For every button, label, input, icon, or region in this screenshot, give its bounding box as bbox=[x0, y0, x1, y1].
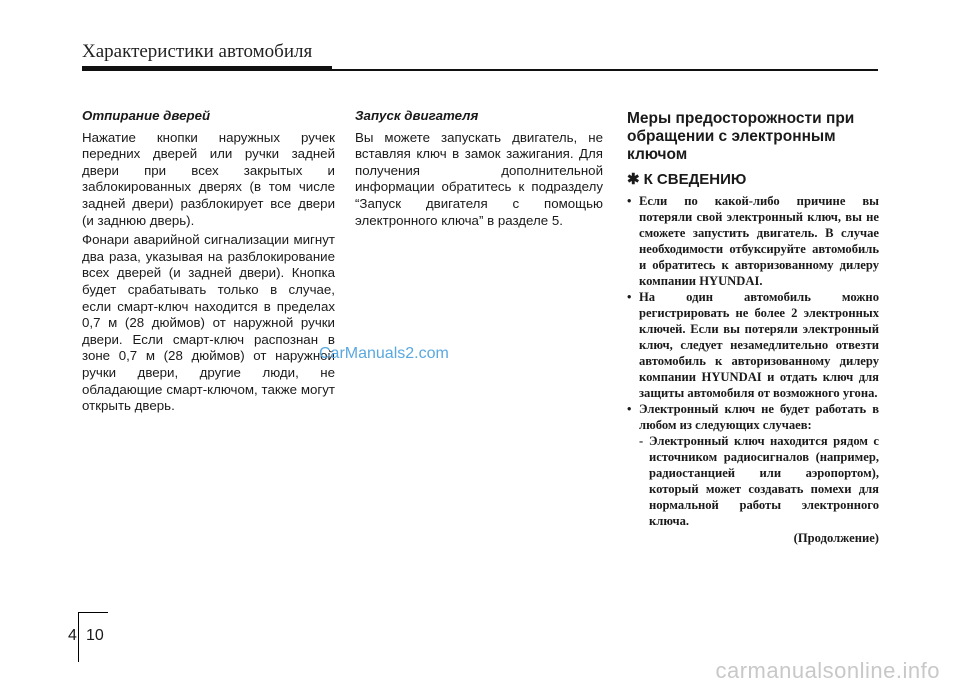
page-number: 10 bbox=[86, 627, 104, 644]
bullet-icon: • bbox=[627, 289, 632, 304]
dash-icon: - bbox=[639, 433, 644, 448]
bullet-icon: • bbox=[627, 193, 632, 208]
continued-note: (Продолжение) bbox=[793, 530, 879, 545]
notice-title: К СВЕДЕНИЮ bbox=[643, 171, 747, 188]
star-icon: ✱ bbox=[627, 171, 640, 188]
sub-list-item: - Электронный ключ находится рядом с источником радиосигналов (например, радиостанцией или аэропортом), который может создавать помехи для нормальной работы электронного ключа. bbox=[639, 433, 879, 528]
site-watermark: carmanualsonline.info bbox=[715, 658, 940, 683]
footer-rule-horizontal bbox=[78, 612, 108, 613]
notice-list bbox=[627, 193, 879, 529]
notice-heading bbox=[627, 172, 879, 189]
paragraph: Вы можете запускать двигатель, не вставляя ключ в замок зажигания. Для получения дополнительной информации обратитесь к подразделу “Запуск двигателя с помощью электронного ключа” в разделе 5. bbox=[355, 129, 603, 228]
list-item: • Электронный ключ не будет работать в любом из следующих случаев: - Электронный ключ находится рядом с источником радиосигналов (например, радиостанцией или аэропортом), который может создавать помехи для нормальной работы электронного ключа. bbox=[627, 401, 879, 528]
paragraph: Нажатие кнопки наружных ручек передних дверей или ручки задней двери при всех закрытых и заблокированных дверях (в том числе задней двери) разблокирует все двери (и заднюю дверь). bbox=[82, 129, 335, 228]
subhead-engine-start: Запуск двигателя bbox=[355, 108, 479, 123]
section-number: 4 bbox=[68, 627, 77, 644]
section-heading: Меры предосторожности при обращении с электронным ключом bbox=[627, 110, 855, 163]
footer-rule-vertical bbox=[78, 612, 79, 662]
list-item: • На один автомобиль можно регистрировать не более 2 электронных ключей. Если вы потеряли электронный ключ, следует незамедлительно отвезти автомобиль к авторизованному дилеру компании HYUNDAI и отдать ключ для защиты автомобиля от возможного угона. bbox=[627, 289, 879, 400]
list-item: • Если по какой-либо причине вы потеряли свой электронный ключ, вы не сможете запустить двигатель. В случае необходимости отбуксируйте автомобиль и обратитесь к авторизованному дилеру компании HYUNDAI. bbox=[627, 193, 879, 288]
sub-list bbox=[639, 433, 879, 529]
paragraph: Фонари аварийной сигнализации мигнут два раза, указывая на разблокирование всех дверей (и задней двери). Кнопка будет срабатывать только в случае, если смарт-ключ находится в пределах 0,7 м (28 дюймов) от наружной ручки двери. Если смарт-ключ распознан в зоне 0,7 м (28 дюймов) от наружной ручки двери, другие люди, не обладающие смарт-ключом, также могут открыть дверь. bbox=[82, 232, 335, 414]
subhead-door-unlock: Отпирание дверей bbox=[82, 108, 211, 123]
bullet-icon: • bbox=[627, 401, 632, 416]
header-rule-thick bbox=[82, 66, 332, 71]
page-header-title: Характеристики автомобиля bbox=[82, 41, 313, 62]
watermark-link[interactable]: CarManuals2.com bbox=[319, 345, 449, 362]
column-middle bbox=[355, 108, 603, 232]
header-rule-thin bbox=[332, 69, 878, 71]
column-right bbox=[627, 108, 879, 546]
column-left bbox=[82, 108, 335, 418]
